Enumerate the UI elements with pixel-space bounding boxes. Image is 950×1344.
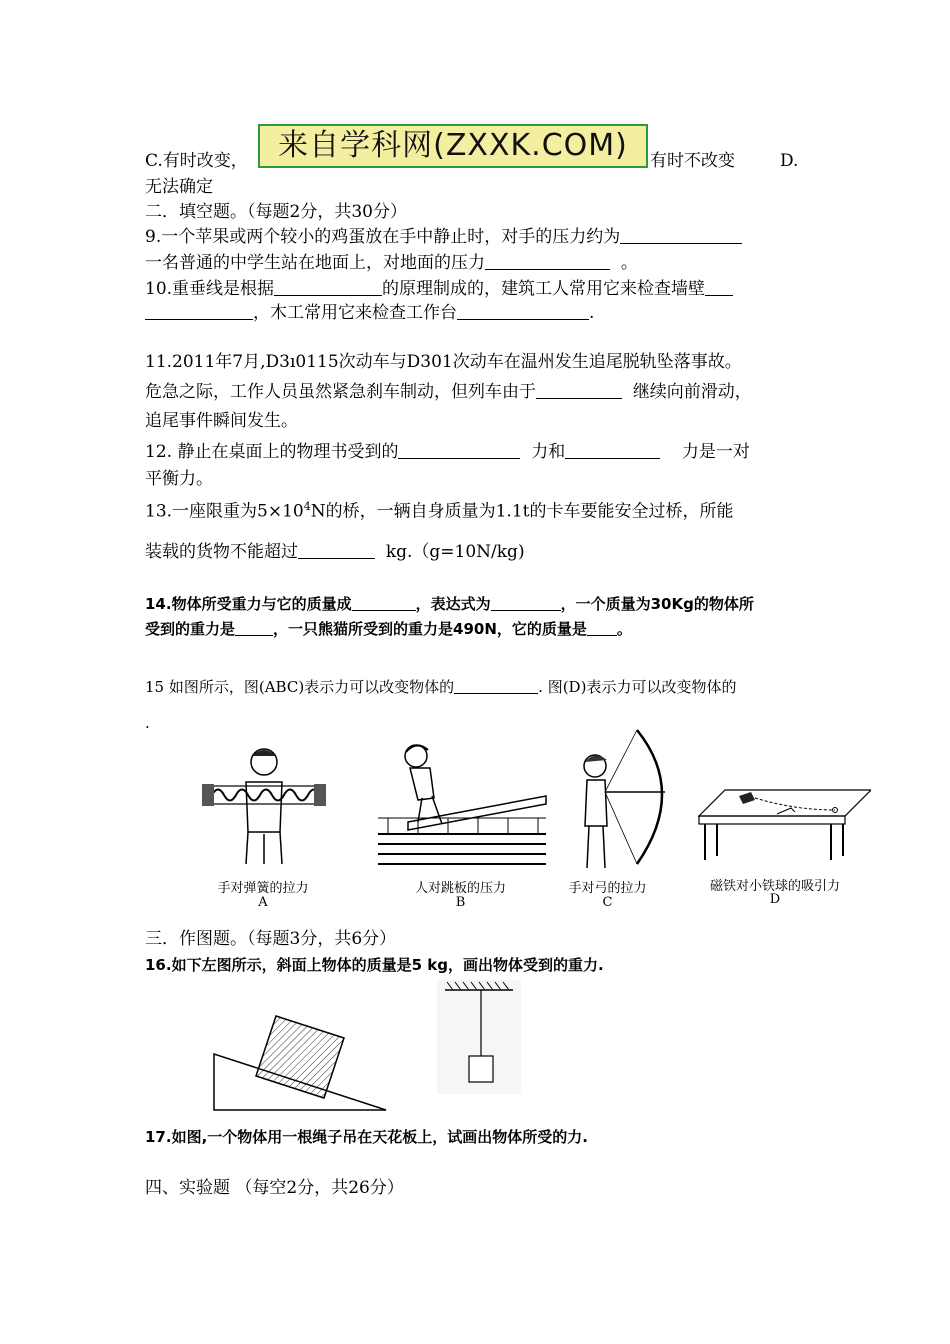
q11-blank[interactable] bbox=[536, 382, 622, 399]
q13-line1 bbox=[145, 496, 733, 523]
q15-text-a: 15 如图所示，图(ABC)表示力可以改变物体的 bbox=[145, 678, 455, 696]
watermark-logo: 来自学科网(ZXXK.COM) bbox=[258, 124, 648, 168]
q14-text-e: ，一只熊猫所受到的重力是490N，它的质量是 bbox=[273, 620, 587, 638]
q9-blank1[interactable] bbox=[620, 227, 742, 244]
figure-d-letter: D bbox=[769, 892, 781, 907]
q9-line1 bbox=[145, 226, 742, 248]
q14-line2 bbox=[145, 618, 632, 640]
q14-text-f: 。 bbox=[616, 620, 632, 638]
figure-b-diving-illustration bbox=[378, 734, 548, 870]
q10-blank1[interactable] bbox=[274, 279, 382, 296]
figure-c-letter: C bbox=[602, 895, 613, 910]
q13-end: kg.（g=10N/kg) bbox=[385, 542, 525, 562]
q10-line1 bbox=[145, 278, 733, 300]
q14-text-a: 14.物体所受重力与它的质量成 bbox=[145, 595, 352, 613]
q10-text2: 的原理制成的，建筑工人常用它来检查墙壁 bbox=[382, 279, 706, 299]
q10-blank2b[interactable] bbox=[145, 303, 253, 320]
q9-line2 bbox=[145, 252, 638, 274]
q13-text3: 装载的货物不能超过 bbox=[145, 542, 298, 562]
q11-text2: 危急之际，工作人员虽然紧急刹车制动，但列车由于 bbox=[145, 382, 536, 402]
q9-text2: 一名普通的中学生站在地面上，对地面的压力 bbox=[145, 253, 485, 273]
q11-end: 继续向前滑动， bbox=[632, 382, 752, 402]
q13-blank[interactable] bbox=[298, 542, 375, 559]
hanging-mass-figure bbox=[437, 980, 521, 1094]
q14-text-d: 受到的重力是 bbox=[145, 620, 236, 638]
q10-text1: 10.重垂线是根据 bbox=[145, 279, 275, 299]
q15-blank1[interactable] bbox=[454, 677, 538, 694]
option-c bbox=[145, 150, 248, 172]
q14-blank3[interactable] bbox=[235, 619, 273, 636]
q12-text1: 12. 静止在桌面上的物理书受到的 bbox=[145, 442, 399, 462]
figure-a-spring-illustration bbox=[198, 742, 330, 870]
figure-d-magnet-illustration bbox=[695, 784, 871, 866]
figure-b-caption: 人对跳板的压力 bbox=[414, 881, 506, 896]
q15-line2: . bbox=[145, 714, 150, 732]
q12-end: 力是一对 bbox=[681, 442, 750, 462]
q10-blank3[interactable] bbox=[457, 303, 589, 320]
q9-text1: 9.一个苹果或两个较小的鸡蛋放在手中静止时，对手的压力约为 bbox=[145, 227, 621, 247]
figure-c-archer-illustration bbox=[565, 726, 680, 872]
q11-line3: 追尾事件瞬间发生。 bbox=[145, 411, 298, 431]
figure-b-letter: B bbox=[455, 895, 466, 910]
q13-text2: N的桥，一辆自身质量为1.1t的卡车要能安全过桥，所能 bbox=[310, 501, 734, 522]
q14-blank1[interactable] bbox=[352, 594, 416, 611]
q12-blank1[interactable] bbox=[398, 442, 520, 459]
q14-blank4[interactable] bbox=[587, 619, 617, 636]
q17-text: 17.如图,一个物体用一根绳子吊在天花板上，试画出物体所受的力. bbox=[145, 1128, 588, 1146]
q9-end: 。 bbox=[620, 253, 638, 273]
q13-exponent: 4 bbox=[303, 500, 311, 513]
section2-heading: 二．填空题。（每题2分，共30分） bbox=[145, 202, 407, 222]
q15-text-b: . 图(D)表示力可以改变物体的 bbox=[538, 678, 737, 696]
q10-text3: ，木工常用它来检查工作台 bbox=[253, 303, 457, 323]
section3-heading: 三．作图题。（每题3分，共6分） bbox=[145, 929, 397, 949]
option-d-text: 无法确定 bbox=[145, 177, 213, 197]
q14-blank2[interactable] bbox=[491, 594, 561, 611]
option-c-prefix: C.有时改变， bbox=[145, 151, 248, 171]
q12-line1 bbox=[145, 441, 750, 463]
q10-end: . bbox=[589, 303, 595, 323]
q16-text: 16.如下左图所示，斜面上物体的质量是5 kg，画出物体受到的重力. bbox=[145, 956, 604, 974]
q11-line2 bbox=[145, 381, 752, 403]
q14-text-b: ，表达式为 bbox=[415, 595, 491, 613]
q11-line1: 11.2011年7月,D3ı0115次动车与D301次动车在温州发生追尾脱轨坠落事故。 bbox=[145, 352, 742, 372]
figure-d-caption: 磁铁对小铁球的吸引力 bbox=[709, 879, 840, 894]
q13-line2 bbox=[145, 541, 525, 563]
q9-blank2[interactable] bbox=[485, 253, 610, 270]
option-c-suffix: 有时不改变 bbox=[650, 151, 735, 171]
option-d: D. bbox=[780, 151, 799, 171]
section4-heading: 四、实验题 （每空2分，共26分） bbox=[145, 1178, 404, 1198]
q14-line1 bbox=[145, 593, 754, 615]
q14-text-c: ，一个质量为30Kg的物体所 bbox=[560, 595, 754, 613]
q10-blank2a[interactable] bbox=[705, 279, 733, 296]
q10-line2 bbox=[145, 302, 594, 324]
q12-mid: 力和 bbox=[531, 442, 566, 462]
figure-c-caption: 手对弓的拉力 bbox=[568, 881, 647, 896]
q12-line2: 平衡力。 bbox=[145, 469, 213, 489]
figure-a-letter: A bbox=[258, 895, 268, 910]
incline-figure bbox=[210, 1010, 390, 1112]
figure-a-caption: 手对弹簧的拉力 bbox=[217, 881, 309, 896]
q15-line1 bbox=[145, 676, 736, 698]
q13-text1: 13.一座限重为5×10 bbox=[145, 501, 304, 522]
q12-blank2[interactable] bbox=[565, 442, 660, 459]
